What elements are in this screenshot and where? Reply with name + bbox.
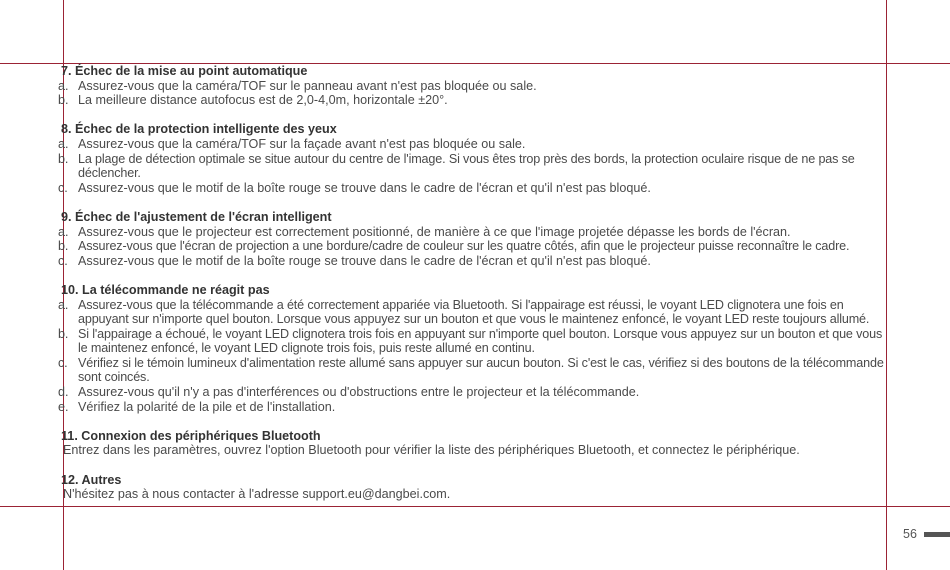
section-heading: 9. Échec de l'ajustement de l'écran intelligent	[61, 209, 332, 224]
section-heading: 7. Échec de la mise au point automatique	[61, 64, 308, 78]
section-heading: 8. Échec de la protection intelligente des yeux	[61, 122, 337, 137]
list-item-marker: c.	[58, 180, 68, 195]
list-item	[0, 225, 890, 240]
list-item	[0, 239, 890, 254]
troubleshooting-section	[0, 210, 890, 268]
list-item	[0, 400, 890, 415]
list-item-marker: d.	[58, 385, 69, 400]
page-number-bar	[924, 532, 950, 537]
section-heading: 10. La télécommande ne réagit pas	[61, 282, 270, 297]
bottom-margin-guide	[0, 506, 950, 507]
list-item-text: Assurez-vous que le projecteur est correctement positionné, de manière à ce que l'image projetée dépasse les bords de l'écran.	[78, 224, 791, 239]
section-text: N'hésitez pas à nous contacter à l'adresse support.eu@dangbei.com.	[63, 487, 451, 502]
troubleshooting-section	[0, 429, 890, 458]
list-item-text: Vérifiez si le témoin lumineux d'alimentation reste allumé sans appuyer sur aucun bouton. Si c'est le cas, vérifiez si des boutons de la télécommande sont coincés.	[78, 355, 884, 385]
list-item-marker: b.	[58, 326, 69, 341]
list-item-marker: c.	[58, 253, 68, 268]
list-item-text: Si l'appairage a échoué, le voyant LED clignotera trois fois en appuyant sur n'importe quel bouton. Lorsque vous appuyez sur un bouton et que vous le maintenez enfoncé, le voyant LED clignote trois fois, puis reste allumé en continu.	[78, 326, 883, 356]
list-item	[0, 79, 890, 94]
list-item-marker: c.	[58, 355, 68, 370]
list-item-marker: b.	[58, 239, 69, 254]
troubleshooting-section	[0, 283, 890, 414]
list-item-text: Assurez-vous que le motif de la boîte rouge se trouve dans le cadre de l'écran et qu'il n'est pas bloqué.	[78, 180, 651, 195]
list-item-marker: b.	[58, 93, 69, 108]
list-item-text: Assurez-vous que la télécommande a été correctement appariée via Bluetooth. Si l'appairage est réussi, le voyant LED clignotera une fois en appuyant sur n'importe quel bouton. Lorsque vous appuyez sur un bouton et que vous le maintenez enfoncé, le voyant LED reste toujours allumé.	[78, 297, 870, 327]
troubleshooting-section	[0, 473, 890, 502]
list-item-text: Assurez-vous que l'écran de projection a une bordure/cadre de couleur sur les quatre côtés, afin que le projecteur puisse reconnaître le cadre.	[78, 239, 850, 254]
list-item	[0, 137, 890, 152]
list-item-text: La meilleure distance autofocus est de 2,0-4,0m, horizontale ±20°.	[78, 93, 448, 108]
list-item-marker: a.	[58, 297, 69, 312]
list-item	[0, 298, 890, 327]
list-item-text: Assurez-vous que le motif de la boîte rouge se trouve dans le cadre de l'écran et qu'il n'est pas bloqué.	[78, 253, 651, 268]
page-number: 56	[903, 527, 917, 541]
list-item-marker: a.	[58, 78, 69, 93]
list-item	[0, 385, 890, 400]
list-item	[0, 356, 890, 385]
list-item-text: Assurez-vous que la caméra/TOF sur la façade avant n'est pas bloquée ou sale.	[78, 136, 526, 151]
list-item-text: La plage de détection optimale se situe autour du centre de l'image. Si vous êtes trop près des bords, la protection oculaire risque de ne pas se déclencher.	[78, 151, 855, 181]
section-heading: 11. Connexion des périphériques Bluetooth	[61, 428, 321, 443]
list-item-text: Vérifiez la polarité de la pile et de l'installation.	[78, 399, 336, 414]
list-item	[0, 254, 890, 269]
list-item-text: Assurez-vous que la caméra/TOF sur le panneau avant n'est pas bloquée ou sale.	[78, 78, 537, 93]
troubleshooting-content	[0, 64, 890, 502]
list-item-marker: a.	[58, 136, 69, 151]
list-item-marker: b.	[58, 151, 69, 166]
troubleshooting-section	[0, 64, 890, 108]
list-item	[0, 152, 890, 181]
list-item	[0, 327, 890, 356]
list-item	[0, 93, 890, 108]
section-text: Entrez dans les paramètres, ouvrez l'option Bluetooth pour vérifier la liste des périphériques Bluetooth, et connectez le périphérique.	[63, 443, 800, 458]
troubleshooting-section	[0, 122, 890, 195]
section-heading: 12. Autres	[61, 472, 122, 487]
list-item	[0, 181, 890, 196]
list-item-marker: e.	[58, 399, 69, 414]
list-item-text: Assurez-vous qu'il n'y a pas d'interférences ou d'obstructions entre le projecteur et la télécommande.	[78, 385, 640, 400]
list-item-marker: a.	[58, 224, 69, 239]
